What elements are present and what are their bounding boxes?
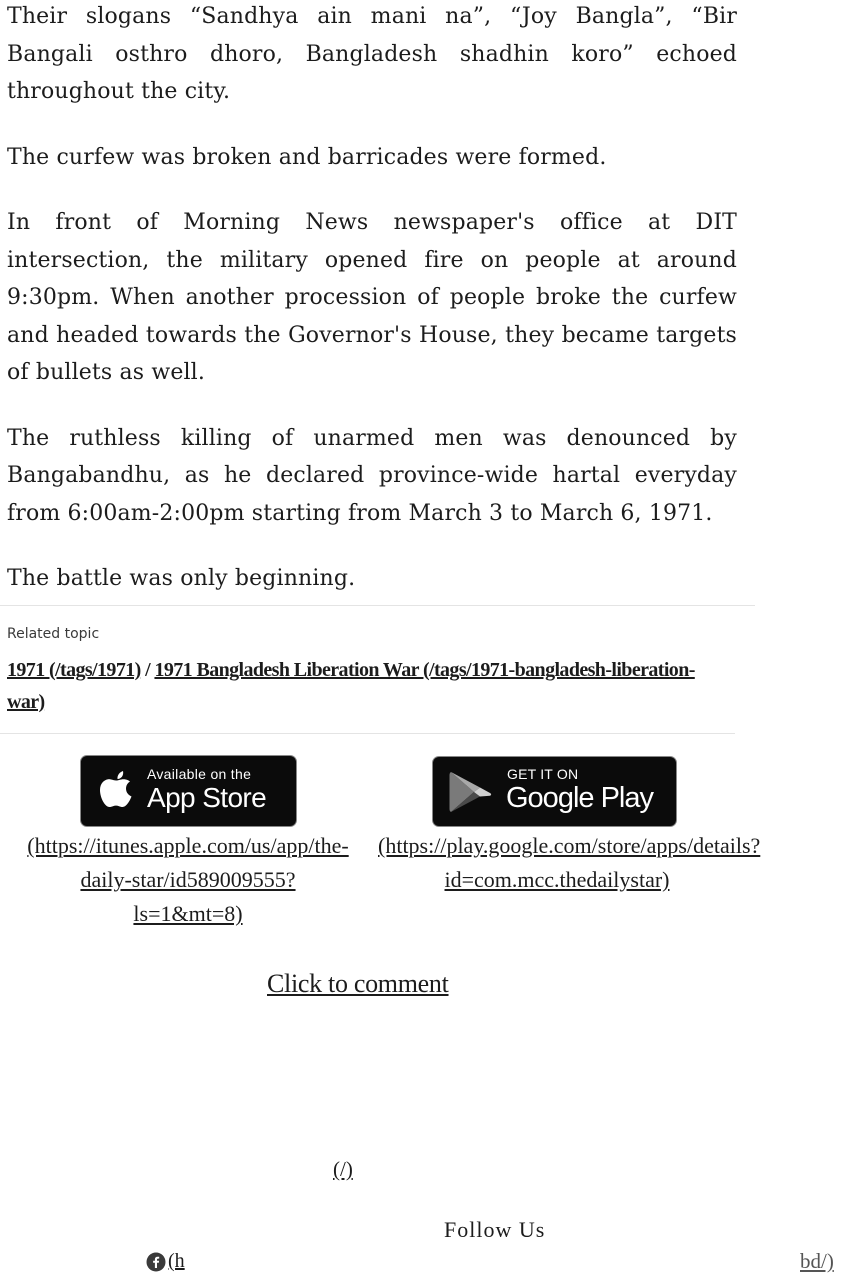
follow-us-text: Follow Us bbox=[444, 1217, 546, 1242]
google-play-link[interactable] bbox=[378, 829, 761, 897]
divider bbox=[0, 605, 755, 606]
app-store-link-line: daily-star/id589009555? bbox=[80, 867, 296, 892]
facebook-icon bbox=[146, 1252, 166, 1272]
related-separator: / bbox=[140, 659, 155, 681]
google-play-badge[interactable] bbox=[432, 756, 677, 827]
divider bbox=[0, 733, 735, 734]
related-link-liberation-war[interactable]: 1971 Bangladesh Liberation War (/tags/1971-bangladesh-liberation-war) bbox=[7, 659, 695, 713]
article-body bbox=[7, 0, 737, 598]
follow-us-heading bbox=[444, 1205, 546, 1242]
app-store-link-line: (https://itunes.apple.com/us/app/the- bbox=[27, 833, 349, 858]
bd-link[interactable]: bd/) bbox=[800, 1249, 834, 1273]
article-paragraph: The ruthless killing of unarmed men was denounced by Bangabandhu, as he declared province-wide hartal everyday from 6:00am-2:00pm starting from March 3 to March 6, 1971. bbox=[7, 425, 737, 526]
google-play-link-line: id=com.mcc.thedailystar) bbox=[444, 867, 670, 892]
apple-icon bbox=[99, 769, 133, 809]
related-topic-links bbox=[7, 654, 707, 718]
article-paragraph: In front of Morning News newspaper's office at DIT intersection, the military opened fire on people at around 9:30pm. When another procession of people broke the curfew and headed towards the Governor's House, they became targets of bullets as well. bbox=[7, 210, 737, 385]
article-paragraph: The curfew was broken and barricades were formed. bbox=[7, 144, 607, 170]
related-topic-label: Related topic bbox=[7, 626, 100, 642]
app-store-big-text: App Store bbox=[147, 782, 267, 813]
app-store-link[interactable] bbox=[8, 829, 368, 931]
home-link[interactable]: (/) bbox=[333, 1157, 353, 1181]
facebook-link-text: (h bbox=[168, 1250, 185, 1272]
google-play-link-line: (https://play.google.com/store/apps/details? bbox=[378, 833, 761, 858]
article-paragraph: Their slogans “Sandhya ain mani na”, “Joy Bangla”, “Bir Bangali osthro dhoro, Bangladesh shadhin koro” echoed throughout the city. bbox=[7, 4, 737, 104]
app-store-link-line: ls=1&mt=8) bbox=[133, 901, 243, 926]
google-play-big-text: Google Play bbox=[506, 782, 653, 814]
google-play-icon bbox=[448, 770, 494, 814]
related-link-1971[interactable]: 1971 (/tags/1971) bbox=[7, 659, 141, 681]
click-to-comment-link[interactable]: Click to comment bbox=[267, 969, 449, 998]
facebook-link[interactable] bbox=[146, 1250, 185, 1273]
article-paragraph: The battle was only beginning. bbox=[7, 566, 356, 591]
google-play-small-text: GET IT ON bbox=[507, 766, 579, 782]
app-store-small-text: Available on the bbox=[147, 766, 252, 782]
app-store-badge[interactable] bbox=[80, 755, 297, 827]
